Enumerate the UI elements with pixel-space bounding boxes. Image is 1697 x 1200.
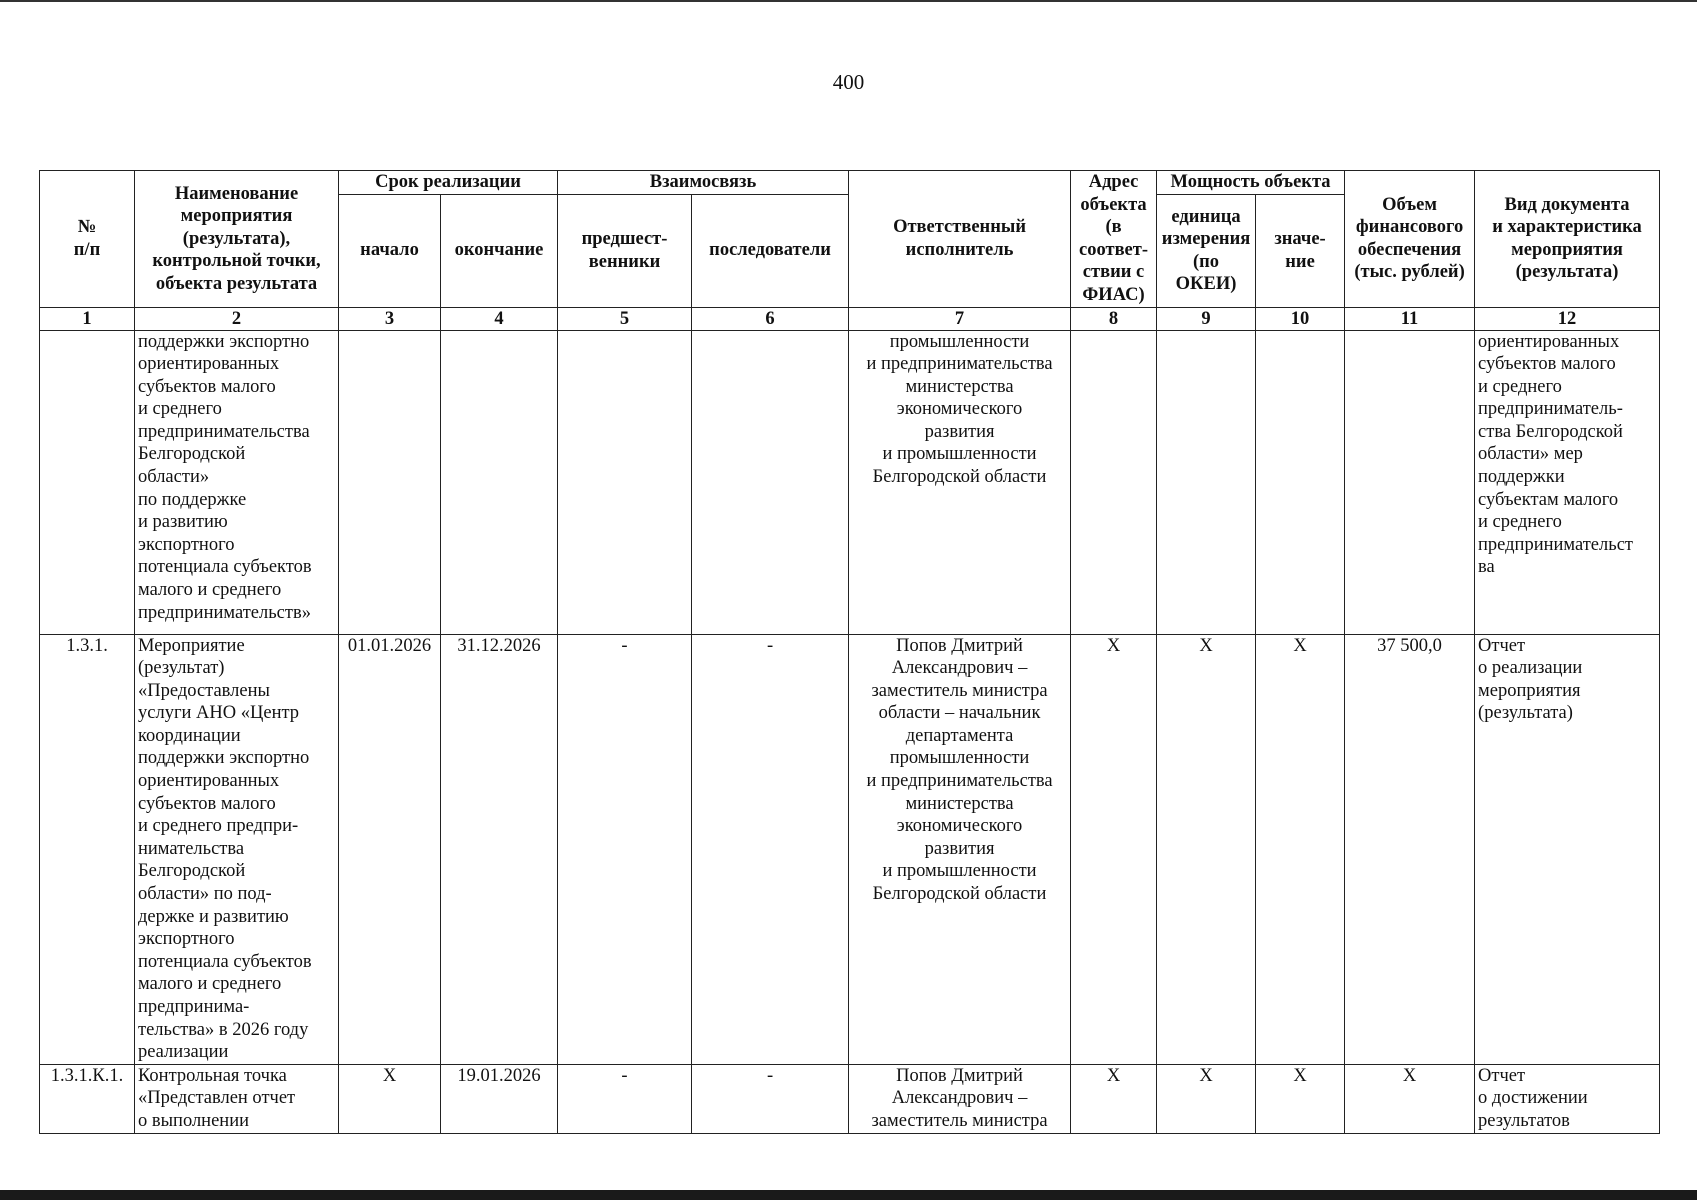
header-value: значе- ние: [1256, 194, 1345, 307]
column-number: 10: [1256, 307, 1345, 330]
cell-num: [40, 330, 135, 634]
cell-successors: -: [692, 634, 849, 1064]
cell-address: X: [1071, 634, 1157, 1064]
cell-value: X: [1256, 1064, 1345, 1133]
column-number: 9: [1157, 307, 1256, 330]
header-successors: последователи: [692, 194, 849, 307]
top-edge-rule: [0, 0, 1697, 2]
header-group-srok: Срок реализации: [339, 171, 558, 195]
column-number: 12: [1475, 307, 1660, 330]
cell-doc: Отчет о реализации мероприятия (результата): [1475, 634, 1660, 1064]
cell-start: [339, 330, 441, 634]
table-row: [40, 1064, 1660, 1133]
cell-end: 19.01.2026: [441, 1064, 558, 1133]
column-number-row: [40, 307, 1660, 330]
cell-num: 1.3.1.: [40, 634, 135, 1064]
cell-unit: X: [1157, 634, 1256, 1064]
column-number: 11: [1345, 307, 1475, 330]
column-number: 2: [135, 307, 339, 330]
column-number: 3: [339, 307, 441, 330]
cell-responsible: промышленности и предпринимательства министерства экономического развития и промышленности Белгородской области: [849, 330, 1071, 634]
column-number: 4: [441, 307, 558, 330]
header-address: Адрес объекта (в соответ- ствии с ФИАС): [1071, 171, 1157, 308]
cell-address: X: [1071, 1064, 1157, 1133]
cell-successors: -: [692, 1064, 849, 1133]
cell-name: поддержки экспортно ориентированных субъектов малого и среднего предпринимательства Белгородской области» по поддержке и развитию экспортного потенциала субъектов малого и среднего предпринимательств»: [135, 330, 339, 634]
cell-predecessors: -: [558, 1064, 692, 1133]
cell-unit: [1157, 330, 1256, 634]
bottom-edge-rule: [0, 1190, 1697, 1200]
cell-start: X: [339, 1064, 441, 1133]
cell-doc: ориентированных субъектов малого и среднего предприниматель- ства Белгородской области» мер поддержки субъектам малого и среднего предпринимательст ва: [1475, 330, 1660, 634]
page-number: 400: [832, 70, 865, 94]
cell-predecessors: [558, 330, 692, 634]
cell-finance: X: [1345, 1064, 1475, 1133]
column-number: 6: [692, 307, 849, 330]
header-group-moshch: Мощность объекта: [1157, 171, 1345, 195]
header-unit: единица измерения (по ОКЕИ): [1157, 194, 1256, 307]
table-row: [40, 330, 1660, 634]
header-row-groups: [40, 171, 1660, 195]
cell-end: [441, 330, 558, 634]
cell-start: 01.01.2026: [339, 634, 441, 1064]
header-start: начало: [339, 194, 441, 307]
column-number: 1: [40, 307, 135, 330]
cell-finance: [1345, 330, 1475, 634]
header-responsible: Ответственный исполнитель: [849, 171, 1071, 308]
cell-doc: Отчет о достижении результатов: [1475, 1064, 1660, 1133]
header-finance: Объем финансового обеспечения (тыс. рублей): [1345, 171, 1475, 308]
cell-predecessors: -: [558, 634, 692, 1064]
cell-num: 1.3.1.К.1.: [40, 1064, 135, 1133]
cell-name: Мероприятие (результат) «Предоставлены услуги АНО «Центр координации поддержки экспортно ориентированных субъектов малого и среднего предпри- нимательства Белгородской области» по под- держке и развитию экспортного потенциала субъектов малого и среднего предпринима- тельства» в 2026 году реализации: [135, 634, 339, 1064]
column-number: 5: [558, 307, 692, 330]
cell-end: 31.12.2026: [441, 634, 558, 1064]
cell-responsible: Попов Дмитрий Александрович – заместитель министра: [849, 1064, 1071, 1133]
header-end: окончание: [441, 194, 558, 307]
cell-responsible: Попов Дмитрий Александрович – заместитель министра области – начальник департамента промышленности и предпринимательства министерства экономического развития и промышленности Белгородской области: [849, 634, 1071, 1064]
header-name: Наименование мероприятия (результата), контрольной точки, объекта результата: [135, 171, 339, 308]
cell-unit: X: [1157, 1064, 1256, 1133]
cell-finance: 37 500,0: [1345, 634, 1475, 1064]
cell-value: X: [1256, 634, 1345, 1064]
header-predecessors: предшест- венники: [558, 194, 692, 307]
header-num: № п/п: [40, 171, 135, 308]
column-number: 8: [1071, 307, 1157, 330]
cell-value: [1256, 330, 1345, 634]
plan-table: [39, 170, 1660, 1134]
cell-address: [1071, 330, 1157, 634]
table-row: [40, 634, 1660, 1064]
header-group-vzaim: Взаимосвязь: [558, 171, 849, 195]
cell-name: Контрольная точка «Представлен отчет о выполнении: [135, 1064, 339, 1133]
column-number: 7: [849, 307, 1071, 330]
header-doc: Вид документа и характеристика мероприятия (результата): [1475, 171, 1660, 308]
cell-successors: [692, 330, 849, 634]
